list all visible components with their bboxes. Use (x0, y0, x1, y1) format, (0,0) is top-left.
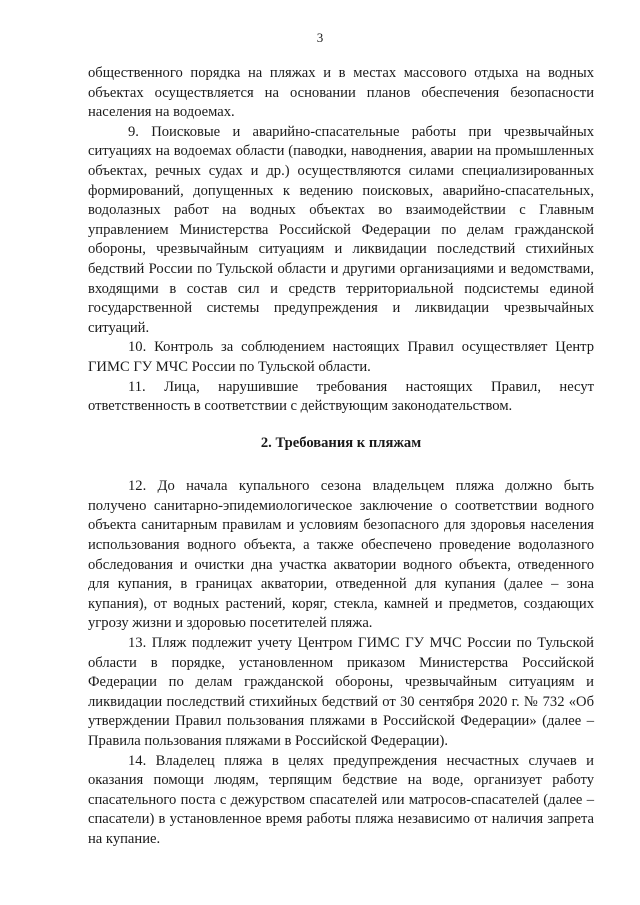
document-body (88, 64, 594, 850)
page-number: 3 (316, 30, 324, 45)
paragraph-item-14: 14. Владелец пляжа в целях предупреждения несчастных случаев и оказания помощи людям, терпящим бедствие на воде, организует работу спасательного поста с дежурством спасателей или матросов-спасателей (далее – спасатели) в установленное время работы пляжа независимо от наличия запрета на купание. (88, 752, 594, 847)
paragraph-item-11: 11. Лица, нарушившие требования настоящих Правил, несут ответственность в соответствии с действующим законодательством. (88, 378, 594, 415)
paragraph-item-12: 12. До начала купального сезона владельцем пляжа должно быть получено санитарно-эпидемиологическое заключение о соответствии водного объекта санитарным правилам и условиям безопасного для здоровья населения использования водного объекта, а также обеспечено проведение водолазного обследования и очистки дна участка акватории водного объекта, отведенного для купания, в границах акватории, отведенной для купания (далее – зона купания), от водных растений, коряг, стекла, камней и предметов, создающих угрозу жизни и здоровью посетителей пляжа. (88, 478, 594, 632)
paragraph-item-9: 9. Поисковые и аварийно-спасательные работы при чрезвычайных ситуациях на водоемах области (паводки, наводнения, аварии на промышленных объектах, речных судах и др.) осуществляются силами специализированных формирований, допущенных к ведению поисковых, аварийно-спасательных, водолазных работ на водных объектах во взаимодействии с Главным управлением Министерства Российской Федерации по делам гражданской обороны, чрезвычайным ситуациям и ликвидации последствий стихийных бедствий России по Тульской области и другими организациями и ведомствами, входящими в состав сил и средств территориальной подсистемы единой государственной системы предупреждения и ликвидации чрезвычайных ситуаций. (88, 123, 594, 336)
section-heading: 2. Требования к пляжам (260, 434, 422, 451)
paragraph-item-10: 10. Контроль за соблюдением настоящих Правил осуществляет Центр ГИМС ГУ МЧС России по Тульской области. (88, 339, 594, 375)
paragraph-item-13: 13. Пляж подлежит учету Центром ГИМС ГУ МЧС России по Тульской области в порядке, установленном приказом Министерства Российской Федерации по делам гражданской обороны, чрезвычайным ситуациям и ликвидации последствий стихийных бедствий от 30 сентября 2020 г. № 732 «Об утверждении Правил пользования пляжами в Российской Федерации» (далее – Правила пользования пляжами в Российской Федерации). (88, 635, 594, 749)
paragraph-continuation: общественного порядка на пляжах и в местах массового отдыха на водных объектах осуществляется на основании планов обеспечения безопасности населения на водоемах. (88, 65, 594, 121)
